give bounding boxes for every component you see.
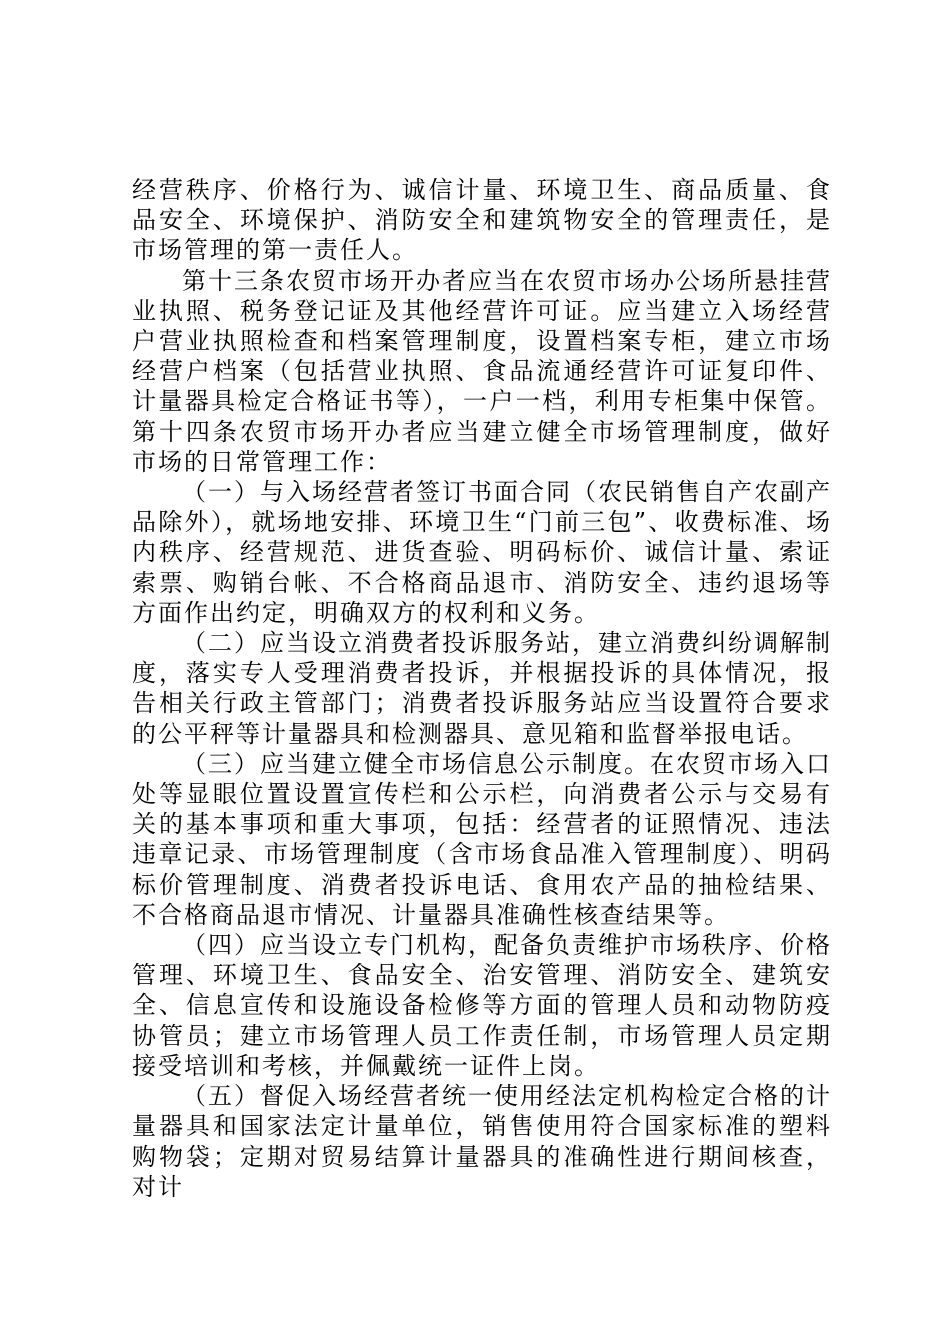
paragraph-item-4: （四）应当设立专门机构，配备负责维护市场秩序、价格管理、环境卫生、食品安全、治安管理、消防安全、建筑安全、信息宣传和设施设备检修等方面的管理人员和动物防疫协管员；建立市场管理人员工作责任制，市场管理人员定期接受培训和考核，并佩戴统一证件上岗。 [132,931,832,1080]
paragraph-item-1: （一）与入场经营者签订书面合同（农民销售自产农副产品除外），就场地安排、环境卫生“门前三包”、收费标准、场内秩序、经营规范、进货查验、明码标价、诚信计量、索证索票、购销台帐、不合格商品退市、消防安全、违约退场等方面作出约定，明确双方的权利和义务。 [132,478,832,627]
paragraph-article-13-14: 第十三条农贸市场开办者应当在农贸市场办公场所悬挂营业执照、税务登记证及其他经营许可证。应当建立入场经营户营业执照检查和档案管理制度，设置档案专柜，建立市场经营户档案（包括营业执照、食品流通经营许可证复印件、计量器具检定合格证书等），一户一档，利用专柜集中保管。第十四条农贸市场开办者应当建立健全市场管理制度，做好市场的日常管理工作： [132,266,832,476]
paragraph-item-2: （二）应当设立消费者投诉服务站，建立消费纠纷调解制度，落实专人受理消费者投诉，并根据投诉的具体情况，报告相关行政主管部门；消费者投诉服务站应当设置符合要求的公平秤等计量器具和检测器具、意见箱和监督举报电话。 [132,629,832,748]
document-page [132,175,832,1202]
paragraph-item-5: （五）督促入场经营者统一使用经法定机构检定合格的计量器具和国家法定计量单位，销售使用符合国家标准的塑料购物袋；定期对贸易结算计量器具的准确性进行期间核查，对计 [132,1082,832,1201]
paragraph-item-3: （三）应当建立健全市场信息公示制度。在农贸市场入口处等显眼位置设置宣传栏和公示栏，向消费者公示与交易有关的基本事项和重大事项，包括：经营者的证照情况、违法违章记录、市场管理制度（含市场食品准入管理制度）、明码标价管理制度、消费者投诉电话、食用农产品的抽检结果、不合格商品退市情况、计量器具准确性核查结果等。 [132,749,832,929]
paragraph-continuation: 经营秩序、价格行为、诚信计量、环境卫生、商品质量、食品安全、环境保护、消防安全和建筑物安全的管理责任，是市场管理的第一责任人。 [132,176,832,265]
